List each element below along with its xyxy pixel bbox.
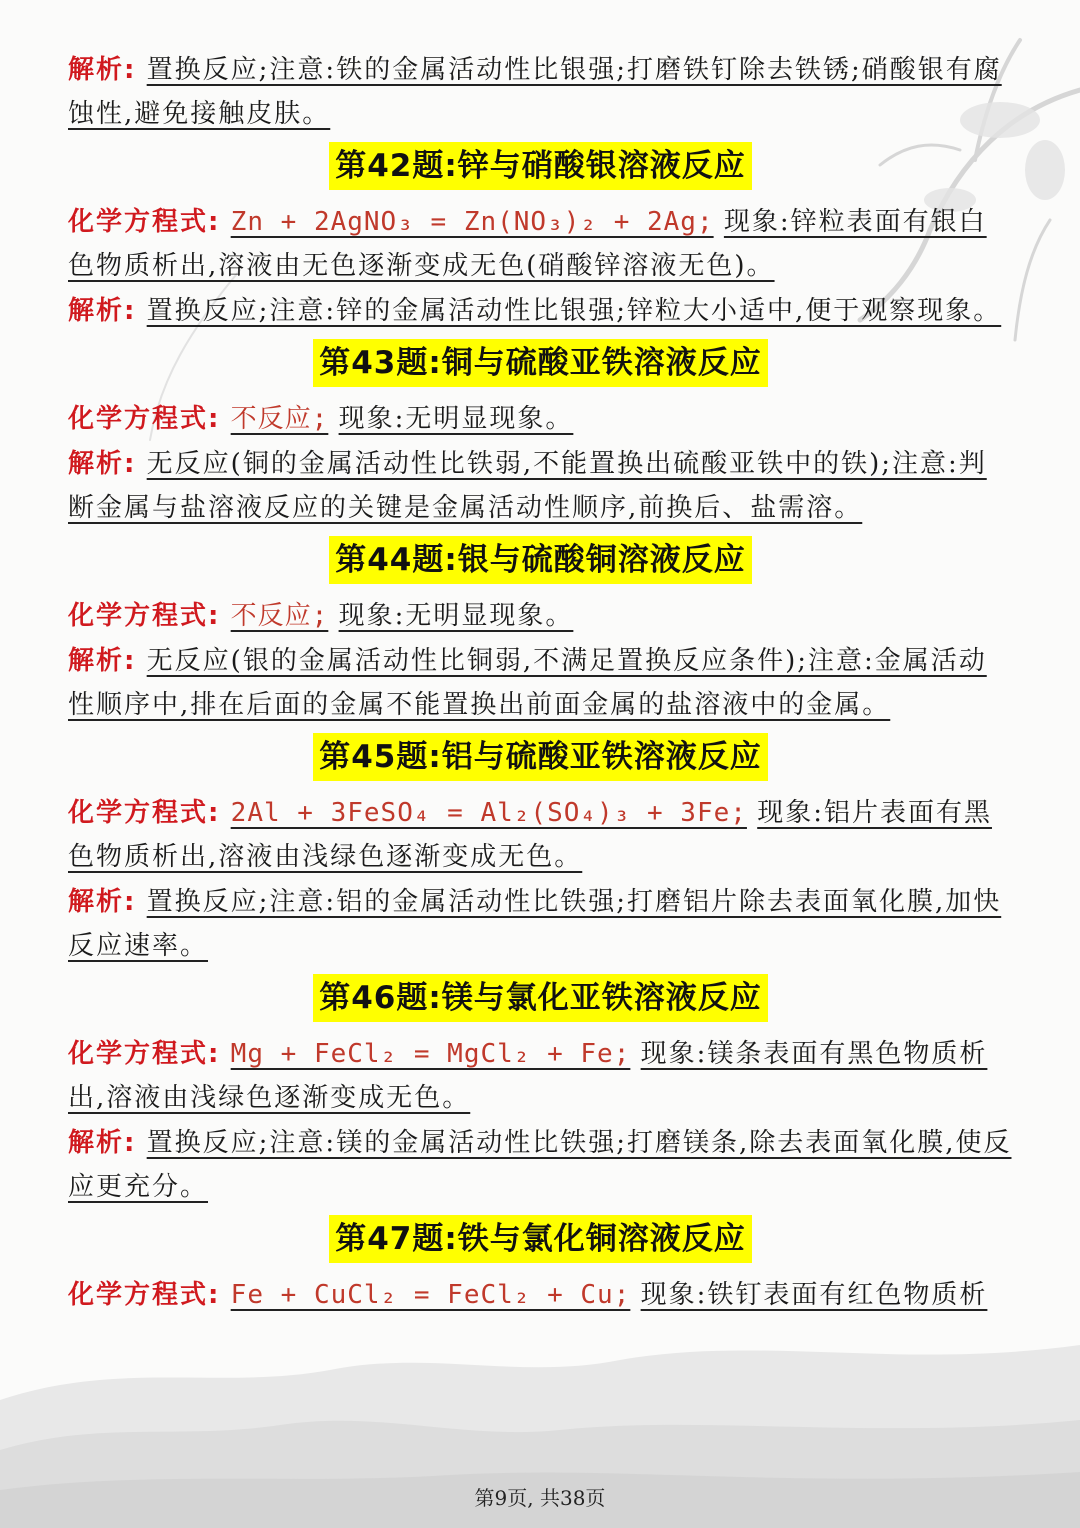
analysis-text: 置换反应;注意:铝的金属活动性比铁强;打磨铝片除去表面氧化膜,加快反应速率。 [68,887,1002,961]
page-footer: 第9页, 共38页 [474,1486,606,1510]
phenomenon-text: 现象:锌粒表面有银白色物质析出,溶液由无色逐渐变成无色(硝酸锌溶液无色)。 [68,207,987,281]
analysis-label: 解析: [68,296,137,326]
question-title: 第43题:铜与硫酸亚铁溶液反应 [313,339,768,387]
question-heading-42 [68,142,1013,192]
equation-line [68,1032,1013,1120]
question-title: 第44题:银与硫酸铜溶液反应 [329,536,752,584]
equation-label: 化学方程式: [68,1039,221,1069]
chemical-equation: Zn + 2AgNO₃ = Zn(NO₃)₂ + 2Ag; [230,207,714,237]
intro-analysis [68,48,1013,136]
question-title: 第42题:锌与硝酸银溶液反应 [329,142,752,190]
analysis-text: 置换反应;注意:镁的金属活动性比铁强;打磨镁条,除去表面氧化膜,使反应更充分。 [68,1128,1012,1202]
chemical-equation: 2Al + 3FeSO₄ = Al₂(SO₄)₃ + 3Fe; [230,798,747,828]
analysis-label: 解析: [68,646,137,676]
question-heading-44 [68,536,1013,586]
analysis-line [68,880,1013,968]
question-title: 第47题:铁与氯化铜溶液反应 [329,1215,752,1263]
analysis-label: 解析: [68,887,137,917]
chemical-equation: Fe + CuCl₂ = FeCl₂ + Cu; [230,1280,631,1310]
phenomenon-text: 现象:镁条表面有黑色物质析出,溶液由浅绿色逐渐变成无色。 [68,1039,988,1113]
equation-label: 化学方程式: [68,404,221,434]
equation-label: 化学方程式: [68,798,221,828]
analysis-text: 无反应(铜的金属活动性比铁弱,不能置换出硫酸亚铁中的铁);注意:判断金属与盐溶液反应的关键是金属活动性顺序,前换后、盐需溶。 [68,449,987,523]
analysis-line [68,442,1013,530]
equation-label: 化学方程式: [68,207,221,237]
chemical-equation: 不反应; [230,601,329,631]
equation-label: 化学方程式: [68,1280,221,1310]
analysis-text: 置换反应;注意:铁的金属活动性比银强;打磨铁钉除去铁锈;硝酸银有腐蚀性,避免接触皮肤。 [68,55,1002,129]
equation-line [68,200,1013,288]
analysis-line [68,1121,1013,1209]
question-heading-45 [68,733,1013,783]
document-body [68,48,1013,1318]
phenomenon-text: 现象:铝片表面有黑色物质析出,溶液由浅绿色逐渐变成无色。 [68,798,992,872]
question-title: 第45题:铝与硫酸亚铁溶液反应 [313,733,768,781]
equation-line [68,791,1013,879]
equation-line [68,397,1013,441]
chemical-equation: 不反应; [230,404,329,434]
phenomenon-text: 现象:无明显现象。 [338,601,574,631]
question-heading-46 [68,974,1013,1024]
analysis-line [68,289,1013,333]
analysis-label: 解析: [68,449,137,479]
analysis-label: 解析: [68,55,137,85]
chemical-equation: Mg + FeCl₂ = MgCl₂ + Fe; [230,1039,631,1069]
analysis-label: 解析: [68,1128,137,1158]
phenomenon-text: 现象:无明显现象。 [338,404,574,434]
analysis-text: 无反应(银的金属活动性比铜弱,不满足置换反应条件);注意:金属活动性顺序中,排在后面的金属不能置换出前面金属的盐溶液中的金属。 [68,646,987,720]
phenomenon-text: 现象:铁钉表面有红色物质析 [640,1280,988,1310]
analysis-line [68,639,1013,727]
question-title: 第46题:镁与氯化亚铁溶液反应 [313,974,768,1022]
question-heading-43 [68,339,1013,389]
equation-label: 化学方程式: [68,601,221,631]
analysis-text: 置换反应;注意:锌的金属活动性比银强;锌粒大小适中,便于观察现象。 [146,296,1002,326]
equation-line [68,1273,1013,1317]
question-heading-47 [68,1215,1013,1265]
equation-line [68,594,1013,638]
